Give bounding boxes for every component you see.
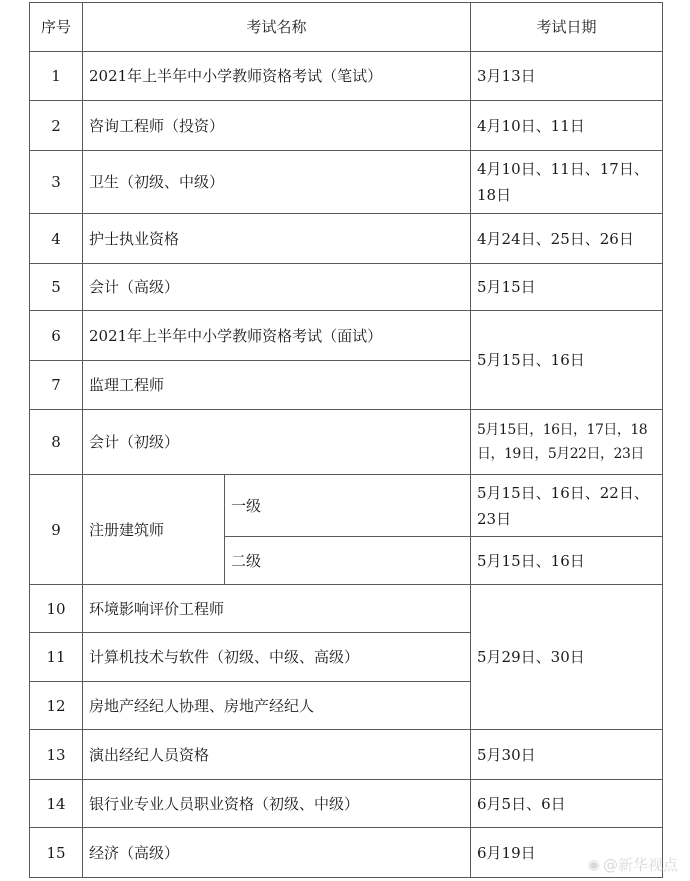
- row-exam-name: 环境影响评价工程师: [83, 585, 471, 633]
- row-seq: 7: [30, 361, 83, 410]
- table-row: [30, 101, 663, 151]
- row-seq: 11: [30, 633, 83, 682]
- row-exam-name: 银行业专业人员职业资格（初级、中级）: [83, 780, 471, 828]
- row-exam-name: 会计（初级）: [83, 410, 471, 475]
- table-row: [30, 264, 663, 311]
- row-exam-name: 监理工程师: [83, 361, 471, 410]
- row-seq: 10: [30, 585, 83, 633]
- row-exam-name: 护士执业资格: [83, 214, 471, 264]
- row-exam-name: 计算机技术与软件（初级、中级、高级）: [83, 633, 471, 682]
- row-sub-level: 二级: [225, 537, 471, 585]
- table-row: [30, 214, 663, 264]
- row-exam-name: 注册建筑师: [83, 475, 225, 585]
- table-row: [30, 585, 663, 633]
- header-exam-name: 考试名称: [83, 3, 471, 52]
- exam-schedule-table: [29, 2, 663, 878]
- row-seq: 2: [30, 101, 83, 151]
- row-sub-level: 一级: [225, 475, 471, 537]
- row-exam-name: 2021年上半年中小学教师资格考试（面试）: [83, 311, 471, 361]
- row-exam-date: 4月10日、11日: [471, 101, 663, 151]
- row-seq: 14: [30, 780, 83, 828]
- row-seq: 4: [30, 214, 83, 264]
- table-row: [30, 410, 663, 475]
- table-row: [30, 475, 663, 537]
- row-exam-date: 5月29日、30日: [471, 585, 663, 730]
- row-exam-date: 3月13日: [471, 52, 663, 101]
- row-exam-name: 咨询工程师（投资）: [83, 101, 471, 151]
- row-exam-date: 5月15日、16日: [471, 537, 663, 585]
- row-seq: 1: [30, 52, 83, 101]
- table-row: [30, 151, 663, 214]
- row-exam-date: 6月19日: [471, 828, 663, 878]
- header-exam-date: 考试日期: [471, 3, 663, 52]
- row-seq: 9: [30, 475, 83, 585]
- row-exam-date: 5月15日，16日，17日，18日，19日，5月22日，23日: [471, 410, 663, 475]
- header-seq: 序号: [30, 3, 83, 52]
- row-seq: 6: [30, 311, 83, 361]
- table-row: [30, 52, 663, 101]
- row-exam-name: 房地产经纪人协理、房地产经纪人: [83, 682, 471, 730]
- row-exam-name: 2021年上半年中小学教师资格考试（笔试）: [83, 52, 471, 101]
- row-exam-date: 4月24日、25日、26日: [471, 214, 663, 264]
- row-exam-date: 4月10日、11日、17日、18日: [471, 151, 663, 214]
- row-seq: 3: [30, 151, 83, 214]
- watermark: [588, 854, 678, 875]
- row-seq: 5: [30, 264, 83, 311]
- table-row: [30, 730, 663, 780]
- row-exam-date: 5月15日、16日、22日、23日: [471, 475, 663, 537]
- row-seq: 8: [30, 410, 83, 475]
- row-exam-date: 5月30日: [471, 730, 663, 780]
- row-exam-name: 卫生（初级、中级）: [83, 151, 471, 214]
- row-seq: 15: [30, 828, 83, 878]
- row-exam-date: 5月15日: [471, 264, 663, 311]
- row-seq: 13: [30, 730, 83, 780]
- weibo-logo-icon: ◉: [587, 856, 600, 873]
- table-row: [30, 311, 663, 361]
- row-seq: 12: [30, 682, 83, 730]
- table-row: [30, 828, 663, 878]
- row-exam-date: 5月15日、16日: [471, 311, 663, 410]
- header-row: [30, 3, 663, 52]
- table-row: [30, 780, 663, 828]
- row-exam-name: 演出经纪人员资格: [83, 730, 471, 780]
- row-exam-date: 6月5日、6日: [471, 780, 663, 828]
- row-exam-name: 会计（高级）: [83, 264, 471, 311]
- watermark-text: @新华视点: [602, 856, 678, 874]
- row-exam-name: 经济（高级）: [83, 828, 471, 878]
